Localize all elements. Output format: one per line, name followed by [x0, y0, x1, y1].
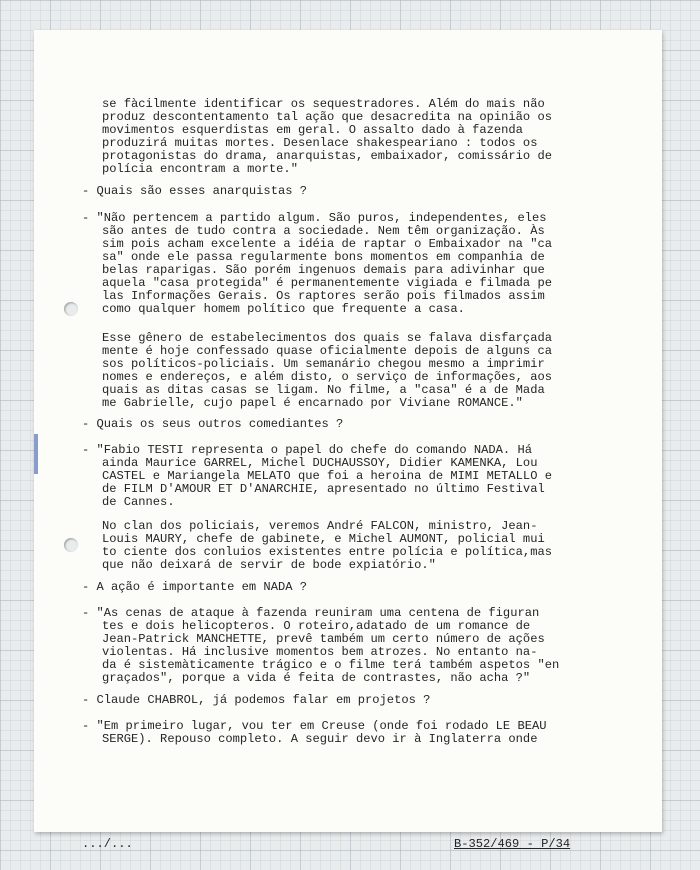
- text-line: protagonistas do drama, anarquistas, embaixador, comissário de: [102, 149, 552, 163]
- text-line: como qualquer homem político que frequente a casa.: [102, 302, 465, 316]
- text-line: são antes de tudo contra a sociedade. Nem têm organização. Às: [102, 224, 545, 238]
- text-line: - "Em primeiro lugar, vou ter em Creuse (onde foi rodado LE BEAU: [82, 719, 547, 733]
- text-line: sim pois acham excelente a idéia de raptar o Embaixador na "ca: [102, 237, 552, 251]
- text-line: graçados", porque a vida é feita de contrastes, não acha ?": [102, 671, 531, 685]
- text-line: - "Fabio TESTI representa o papel do chefe do comando NADA. Há: [82, 443, 532, 457]
- text-line: Esse gênero de estabelecimentos dos quais se falava disfarçada: [102, 331, 552, 345]
- text-line: me Gabrielle, cujo papel é encarnado por Viviane ROMANCE.": [102, 396, 523, 410]
- footer-continuation: .../...: [82, 837, 133, 851]
- text-line: que não deixará de servir de bode expiatório.": [102, 558, 436, 572]
- text-line: produz descontentamento tal ação que desacredita na opinião os: [102, 110, 552, 124]
- text-line: produzirá muitas mortes. Desenlace shakespeariano : todos os: [102, 136, 538, 150]
- text-line: polícia encontram a morte.": [102, 162, 298, 176]
- question-line: - Quais os seus outros comediantes ?: [82, 417, 344, 431]
- text-line: ainda Maurice GARREL, Michel DUCHAUSSOY, Didier KAMENKA, Lou: [102, 456, 538, 470]
- text-line: Jean-Patrick MANCHETTE, prevê também um certo número de ações: [102, 632, 545, 646]
- text-line: - "As cenas de ataque à fazenda reuniram uma centena de figuran: [82, 606, 540, 620]
- text-line: sa" onde ele passa regularmente bons momentos em companhia de: [102, 250, 545, 264]
- text-line: de Cannes.: [102, 495, 175, 509]
- text-line: movimentos esquerdistas em geral. O assalto dado à fazenda: [102, 123, 523, 137]
- text-line: da é sistemàticamente trágico e o filme terá também aspetos "en: [102, 658, 560, 672]
- text-line: - "Não pertencem a partido algum. São puros, independentes, eles: [82, 211, 547, 225]
- punch-hole: [64, 302, 78, 316]
- text-line: se fàcilmente identificar os sequestradores. Além do mais não: [102, 97, 545, 111]
- text-line: quais as ditas casas se ligam. No filme, a "casa" é a de Mada: [102, 383, 545, 397]
- question-line: - A ação é importante em NADA ?: [82, 580, 307, 594]
- text-line: Louis MAURY, chefe de gabinete, e Michel AUMONT, policial mui: [102, 532, 545, 546]
- text-line: tes e dois helicopteros. O roteiro,adatado de um romance de: [102, 619, 531, 633]
- text-line: aquela "casa protegida" é permanentemente vigiada e filmada pe: [102, 276, 552, 290]
- text-line: to ciente dos conluios existentes entre polícia e política,mas: [102, 545, 552, 559]
- question-line: - Quais são esses anarquistas ?: [82, 184, 307, 198]
- text-line: las Informações Gerais. Os raptores serão pois filmados assim: [102, 289, 545, 303]
- question-line: - Claude CHABROL, já podemos falar em projetos ?: [82, 693, 431, 707]
- text-line: nomes e endereços, e além disto, o serviço de informações, aos: [102, 370, 552, 384]
- text-line: sos políticos-policiais. Um semanário chegou mesmo a imprimir: [102, 357, 545, 371]
- ink-mark: [34, 434, 38, 474]
- text-line: violentas. Há inclusive momentos bem atrozes. No entanto na-: [102, 645, 538, 659]
- text-line: belas raparigas. São porém ingenuos demais para adivinhar que: [102, 263, 545, 277]
- footer-reference: B-352/469 - P/34: [454, 837, 571, 851]
- text-line: SERGE). Repouso completo. A seguir devo ir à Inglaterra onde: [102, 732, 538, 746]
- text-line: mente é hoje confessado quase oficialmente depois de alguns ca: [102, 344, 552, 358]
- text-line: CASTEL e Mariangela MELATO que foi a heroina de MIMI METALLO e: [102, 469, 552, 483]
- text-line: de FILM D'AMOUR ET D'ANARCHIE, apresentado no último Festival: [102, 482, 545, 496]
- punch-hole: [64, 538, 78, 552]
- text-line: No clan dos policiais, veremos André FALCON, ministro, Jean-: [102, 519, 538, 533]
